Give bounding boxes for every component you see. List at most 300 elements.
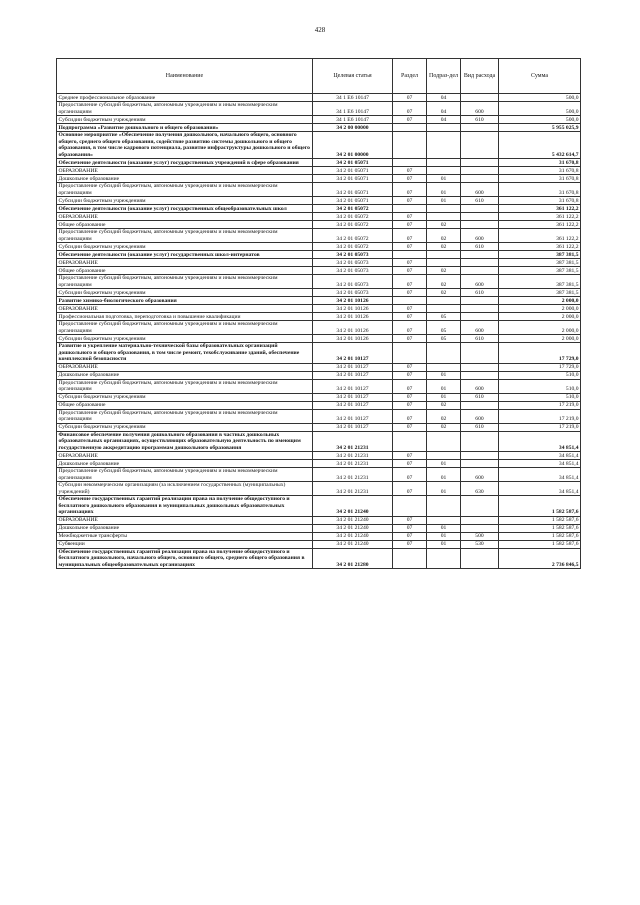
cell-subsection: 04	[427, 94, 461, 102]
cell-name: Подпрограмма «Развитие дошкольного и общего образования»	[57, 124, 313, 132]
cell-amount: 387 381,5	[499, 267, 581, 275]
cell-amount: 34 851,4	[499, 482, 581, 496]
cell-target-article: 34 2 01 21231	[313, 431, 393, 452]
cell-expense-type: 600	[461, 102, 499, 116]
cell-name: Субсидии некоммерческим организациям (за исключением государственных (муниципальных) учреждений)	[57, 482, 313, 496]
cell-amount: 500,0	[499, 116, 581, 124]
cell-target-article: 34 2 01 10127	[313, 371, 393, 379]
cell-amount: 510,0	[499, 393, 581, 401]
cell-target-article: 34 2 01 05073	[313, 267, 393, 275]
header-expense-type: Вид расхода	[461, 59, 499, 94]
cell-amount: 1 582 587,6	[499, 496, 581, 517]
cell-subsection: 01	[427, 379, 461, 393]
cell-amount: 31 670,8	[499, 167, 581, 175]
cell-subsection: 02	[427, 409, 461, 423]
cell-name: Субсидии бюджетным учреждениям	[57, 289, 313, 297]
cell-name: Обеспечение государственных гарантий реализации права на получение общедоступного и бесплатного дошкольного образования в муниципальных дошкольных образовательных организациях	[57, 496, 313, 517]
cell-name: Субсидии бюджетным учреждениям	[57, 393, 313, 401]
header-amount: Сумма	[499, 59, 581, 94]
cell-target-article: 34 1 Е6 10147	[313, 94, 393, 102]
cell-target-article: 34 2 01 05071	[313, 183, 393, 197]
table-row	[57, 532, 581, 540]
table-row	[57, 297, 581, 305]
cell-amount: 387 381,5	[499, 259, 581, 267]
cell-expense-type	[461, 94, 499, 102]
cell-section: 07	[393, 175, 427, 183]
cell-target-article: 34 2 01 05072	[313, 213, 393, 221]
cell-target-article: 34 2 01 21240	[313, 540, 393, 548]
cell-section: 07	[393, 229, 427, 243]
table-row	[57, 482, 581, 496]
cell-expense-type	[461, 213, 499, 221]
cell-target-article: 34 2 01 05073	[313, 251, 393, 259]
cell-name: ОБРАЗОВАНИЕ	[57, 516, 313, 524]
cell-expense-type	[461, 259, 499, 267]
cell-section: 07	[393, 371, 427, 379]
cell-section: 07	[393, 393, 427, 401]
cell-section: 07	[393, 460, 427, 468]
cell-amount: 17 729,0	[499, 343, 581, 364]
cell-amount: 34 851,4	[499, 431, 581, 452]
cell-expense-type: 600	[461, 379, 499, 393]
cell-subsection	[427, 297, 461, 305]
cell-target-article: 34 2 01 21231	[313, 452, 393, 460]
table-row	[57, 275, 581, 289]
table-row	[57, 305, 581, 313]
cell-subsection: 02	[427, 423, 461, 431]
cell-subsection: 01	[427, 540, 461, 548]
cell-section: 07	[393, 243, 427, 251]
cell-expense-type	[461, 205, 499, 213]
cell-target-article: 34 2 01 05071	[313, 197, 393, 205]
cell-name: Субвенции	[57, 540, 313, 548]
cell-section: 07	[393, 524, 427, 532]
cell-subsection: 04	[427, 116, 461, 124]
cell-expense-type	[461, 159, 499, 167]
table-row	[57, 431, 581, 452]
cell-target-article: 34 2 01 05072	[313, 243, 393, 251]
cell-expense-type: 610	[461, 393, 499, 401]
cell-subsection: 02	[427, 229, 461, 243]
cell-section: 07	[393, 183, 427, 197]
cell-expense-type	[461, 124, 499, 132]
cell-name: ОБРАЗОВАНИЕ	[57, 167, 313, 175]
cell-amount: 2 000,0	[499, 305, 581, 313]
table-row	[57, 175, 581, 183]
cell-expense-type	[461, 313, 499, 321]
table-row	[57, 393, 581, 401]
cell-amount: 387 381,5	[499, 251, 581, 259]
cell-expense-type: 610	[461, 423, 499, 431]
cell-subsection: 01	[427, 532, 461, 540]
cell-expense-type	[461, 305, 499, 313]
cell-amount: 17 219,0	[499, 423, 581, 431]
cell-target-article: 34 2 01 05073	[313, 275, 393, 289]
cell-expense-type: 610	[461, 289, 499, 297]
cell-name: Общее образование	[57, 221, 313, 229]
cell-name: Предоставление субсидий бюджетным, автономным учреждениям и иным некоммерческим организациям	[57, 229, 313, 243]
header-subsection: Подраз-дел	[427, 59, 461, 94]
cell-expense-type	[461, 516, 499, 524]
cell-amount: 387 381,5	[499, 289, 581, 297]
cell-target-article: 34 2 01 05073	[313, 289, 393, 297]
cell-subsection: 05	[427, 313, 461, 321]
cell-expense-type	[461, 167, 499, 175]
cell-section: 07	[393, 305, 427, 313]
table-row	[57, 251, 581, 259]
cell-section: 07	[393, 452, 427, 460]
table-row	[57, 116, 581, 124]
cell-name: Предоставление субсидий бюджетным, автономным учреждениям и иным некоммерческим организациям	[57, 102, 313, 116]
cell-amount: 34 851,4	[499, 452, 581, 460]
cell-expense-type: 600	[461, 468, 499, 482]
cell-expense-type: 600	[461, 229, 499, 243]
header-section: Раздел	[393, 59, 427, 94]
table-row	[57, 423, 581, 431]
cell-section	[393, 343, 427, 364]
cell-amount: 31 670,8	[499, 175, 581, 183]
cell-subsection: 01	[427, 175, 461, 183]
table-row	[57, 540, 581, 548]
cell-name: Дошкольное образование	[57, 460, 313, 468]
cell-section: 07	[393, 221, 427, 229]
table-row	[57, 343, 581, 364]
cell-target-article: 34 2 01 05071	[313, 167, 393, 175]
cell-expense-type	[461, 343, 499, 364]
table-row	[57, 159, 581, 167]
cell-subsection: 01	[427, 482, 461, 496]
cell-amount: 2 736 846,5	[499, 548, 581, 569]
cell-section: 07	[393, 409, 427, 423]
table-body	[57, 94, 581, 569]
cell-target-article: 34 2 01 05073	[313, 259, 393, 267]
cell-name: Общее образование	[57, 267, 313, 275]
cell-name: ОБРАЗОВАНИЕ	[57, 259, 313, 267]
cell-subsection: 02	[427, 401, 461, 409]
cell-amount: 31 670,8	[499, 159, 581, 167]
table-row	[57, 267, 581, 275]
cell-amount: 361 122,2	[499, 221, 581, 229]
cell-amount: 1 582 587,6	[499, 516, 581, 524]
cell-amount: 17 219,0	[499, 409, 581, 423]
cell-target-article: 34 2 01 21231	[313, 468, 393, 482]
cell-name: Развитие и укрепление материально-технической базы образовательных организаций дошкольного и общего образования, в том числе ремонт, техобслуживание зданий, обеспечение комплексной безопасности	[57, 343, 313, 364]
cell-subsection	[427, 167, 461, 175]
table-row	[57, 221, 581, 229]
cell-expense-type: 610	[461, 197, 499, 205]
cell-name: Общее образование	[57, 401, 313, 409]
cell-subsection: 01	[427, 371, 461, 379]
table-header	[57, 59, 581, 94]
cell-expense-type: 530	[461, 540, 499, 548]
cell-name: ОБРАЗОВАНИЕ	[57, 305, 313, 313]
cell-section	[393, 124, 427, 132]
cell-amount: 500,0	[499, 94, 581, 102]
table-row	[57, 167, 581, 175]
cell-name: Предоставление субсидий бюджетным, автономным учреждениям и иным некоммерческим организациям	[57, 468, 313, 482]
cell-section: 07	[393, 275, 427, 289]
cell-amount: 387 381,5	[499, 275, 581, 289]
cell-subsection	[427, 496, 461, 517]
cell-amount: 2 000,0	[499, 297, 581, 305]
cell-subsection: 02	[427, 289, 461, 297]
cell-section: 07	[393, 102, 427, 116]
cell-expense-type: 600	[461, 409, 499, 423]
cell-section: 07	[393, 423, 427, 431]
table-row	[57, 460, 581, 468]
cell-section	[393, 431, 427, 452]
cell-name: Развитие химико-биологического образования	[57, 297, 313, 305]
cell-section: 07	[393, 167, 427, 175]
cell-amount: 5 432 614,7	[499, 132, 581, 159]
cell-target-article: 34 2 01 05072	[313, 229, 393, 243]
cell-name: Субсидии бюджетным учреждениям	[57, 197, 313, 205]
cell-target-article: 34 2 01 21231	[313, 482, 393, 496]
cell-expense-type	[461, 548, 499, 569]
cell-subsection	[427, 159, 461, 167]
header-target-article: Целевая статья	[313, 59, 393, 94]
table-row	[57, 468, 581, 482]
budget-table	[56, 58, 581, 569]
cell-name: Обеспечение деятельности (оказание услуг) государственных учреждений в сфере образования	[57, 159, 313, 167]
cell-expense-type	[461, 221, 499, 229]
cell-name: Обеспечение государственных гарантий реализации права на получение общедоступного и бесплатного дошкольного, начального общего, основного общего, среднего общего образования в муниципальных общеобразовательных организациях	[57, 548, 313, 569]
cell-section: 07	[393, 468, 427, 482]
cell-subsection: 02	[427, 221, 461, 229]
table-row	[57, 524, 581, 532]
cell-target-article: 34 2 01 10126	[313, 335, 393, 343]
cell-name: ОБРАЗОВАНИЕ	[57, 452, 313, 460]
cell-target-article: 34 2 01 21240	[313, 532, 393, 540]
cell-amount: 17 729,0	[499, 363, 581, 371]
cell-section: 07	[393, 213, 427, 221]
cell-target-article: 34 2 01 05071	[313, 175, 393, 183]
cell-amount: 510,0	[499, 379, 581, 393]
cell-expense-type	[461, 251, 499, 259]
cell-section: 07	[393, 516, 427, 524]
cell-subsection	[427, 124, 461, 132]
cell-name: Межбюджетные трансферты	[57, 532, 313, 540]
cell-target-article: 34 2 01 05072	[313, 221, 393, 229]
cell-target-article: 34 1 Е6 10147	[313, 102, 393, 116]
cell-target-article: 34 2 01 10127	[313, 363, 393, 371]
cell-subsection: 01	[427, 460, 461, 468]
table-row	[57, 371, 581, 379]
table-row	[57, 229, 581, 243]
cell-subsection: 02	[427, 275, 461, 289]
cell-amount: 2 000,0	[499, 335, 581, 343]
cell-subsection	[427, 259, 461, 267]
cell-amount: 31 670,8	[499, 183, 581, 197]
table-row	[57, 197, 581, 205]
cell-expense-type	[461, 431, 499, 452]
cell-section: 07	[393, 379, 427, 393]
cell-subsection: 05	[427, 335, 461, 343]
cell-expense-type	[461, 175, 499, 183]
cell-name: Субсидии бюджетным учреждениям	[57, 335, 313, 343]
cell-expense-type	[461, 363, 499, 371]
cell-section	[393, 132, 427, 159]
cell-amount: 1 582 587,6	[499, 524, 581, 532]
cell-amount: 17 219,0	[499, 401, 581, 409]
table-row	[57, 102, 581, 116]
cell-expense-type	[461, 452, 499, 460]
cell-subsection	[427, 213, 461, 221]
header-name: Наименование	[57, 59, 313, 94]
cell-name: Предоставление субсидий бюджетным, автономным учреждениям и иным некоммерческим организациям	[57, 379, 313, 393]
table-row	[57, 401, 581, 409]
cell-expense-type: 600	[461, 321, 499, 335]
cell-name: Обеспечение деятельности (оказание услуг) государственных школ-интернатов	[57, 251, 313, 259]
cell-section: 07	[393, 335, 427, 343]
cell-amount: 1 582 587,6	[499, 532, 581, 540]
cell-subsection	[427, 363, 461, 371]
cell-subsection: 04	[427, 102, 461, 116]
cell-subsection	[427, 305, 461, 313]
cell-section: 07	[393, 94, 427, 102]
cell-target-article: 34 2 01 10127	[313, 393, 393, 401]
cell-section: 07	[393, 482, 427, 496]
cell-expense-type: 500	[461, 532, 499, 540]
cell-subsection: 01	[427, 468, 461, 482]
cell-section: 07	[393, 401, 427, 409]
cell-name: Финансовое обеспечение получения дошкольного образования в частных дошкольных образовательных организациях, осуществляющих образовательную деятельность по имеющим государственную аккредитацию программам дошкольного образования	[57, 431, 313, 452]
table-row	[57, 313, 581, 321]
cell-target-article: 34 2 01 21240	[313, 524, 393, 532]
cell-subsection: 01	[427, 197, 461, 205]
table-row	[57, 363, 581, 371]
cell-name: Дошкольное образование	[57, 371, 313, 379]
cell-name: Обеспечение деятельности (оказание услуг) государственных общеобразовательных школ	[57, 205, 313, 213]
cell-subsection	[427, 205, 461, 213]
cell-target-article: 34 2 01 21240	[313, 516, 393, 524]
cell-subsection: 02	[427, 267, 461, 275]
cell-section	[393, 159, 427, 167]
cell-subsection	[427, 343, 461, 364]
cell-amount: 2 000,0	[499, 313, 581, 321]
cell-section	[393, 548, 427, 569]
cell-expense-type	[461, 371, 499, 379]
cell-name: Предоставление субсидий бюджетным, автономным учреждениям и иным некоммерческим организациям	[57, 183, 313, 197]
cell-name: Предоставление субсидий бюджетным, автономным учреждениям и иным некоммерческим организациям	[57, 409, 313, 423]
cell-name: ОБРАЗОВАНИЕ	[57, 213, 313, 221]
cell-target-article: 34 2 01 10127	[313, 379, 393, 393]
cell-expense-type	[461, 401, 499, 409]
cell-amount: 2 000,0	[499, 321, 581, 335]
cell-subsection	[427, 132, 461, 159]
cell-amount: 1 582 587,6	[499, 540, 581, 548]
cell-section: 07	[393, 289, 427, 297]
cell-name: Субсидии бюджетным учреждениям	[57, 116, 313, 124]
table-row	[57, 452, 581, 460]
cell-subsection	[427, 452, 461, 460]
cell-section	[393, 496, 427, 517]
cell-expense-type: 610	[461, 116, 499, 124]
cell-expense-type	[461, 460, 499, 468]
cell-target-article: 34 2 01 21280	[313, 548, 393, 569]
cell-amount: 361 122,2	[499, 213, 581, 221]
table-row	[57, 496, 581, 517]
table-row	[57, 379, 581, 393]
table-row	[57, 124, 581, 132]
cell-name: ОБРАЗОВАНИЕ	[57, 363, 313, 371]
cell-subsection: 01	[427, 183, 461, 197]
cell-expense-type: 600	[461, 183, 499, 197]
cell-amount: 510,0	[499, 371, 581, 379]
cell-amount: 500,0	[499, 102, 581, 116]
cell-name: Дошкольное образование	[57, 524, 313, 532]
cell-subsection: 01	[427, 393, 461, 401]
table-row	[57, 321, 581, 335]
cell-amount: 34 851,4	[499, 468, 581, 482]
cell-section: 07	[393, 116, 427, 124]
table-row	[57, 409, 581, 423]
cell-amount: 31 670,8	[499, 197, 581, 205]
cell-expense-type	[461, 132, 499, 159]
cell-expense-type	[461, 524, 499, 532]
cell-target-article: 34 2 01 10126	[313, 313, 393, 321]
table-row	[57, 94, 581, 102]
table-row	[57, 335, 581, 343]
cell-target-article: 34 1 Е6 10147	[313, 116, 393, 124]
table-row	[57, 243, 581, 251]
cell-expense-type: 610	[461, 243, 499, 251]
cell-name: Субсидии бюджетным учреждениям	[57, 243, 313, 251]
cell-amount: 361 122,2	[499, 205, 581, 213]
table-row	[57, 205, 581, 213]
cell-target-article: 34 2 01 10127	[313, 423, 393, 431]
cell-target-article: 34 2 01 10127	[313, 409, 393, 423]
cell-section	[393, 251, 427, 259]
cell-expense-type	[461, 267, 499, 275]
cell-name: Предоставление субсидий бюджетным, автономным учреждениям и иным некоммерческим организациям	[57, 321, 313, 335]
table-row	[57, 132, 581, 159]
cell-subsection	[427, 516, 461, 524]
cell-section: 07	[393, 313, 427, 321]
table-row	[57, 259, 581, 267]
cell-expense-type	[461, 496, 499, 517]
cell-target-article: 34 2 01 05071	[313, 159, 393, 167]
cell-target-article: 34 2 01 05072	[313, 205, 393, 213]
cell-target-article: 34 2 01 10126	[313, 321, 393, 335]
cell-name: Дошкольное образование	[57, 175, 313, 183]
cell-target-article: 34 2 01 10126	[313, 305, 393, 313]
cell-section: 07	[393, 363, 427, 371]
cell-name: Субсидии бюджетным учреждениям	[57, 423, 313, 431]
table-row	[57, 289, 581, 297]
table-row	[57, 183, 581, 197]
cell-name: Профессиональная подготовка, переподготовка и повышение квалификации	[57, 313, 313, 321]
table-row	[57, 213, 581, 221]
cell-subsection	[427, 431, 461, 452]
cell-expense-type: 600	[461, 275, 499, 289]
cell-section: 07	[393, 532, 427, 540]
page-number: 428	[314, 26, 326, 34]
cell-section: 07	[393, 267, 427, 275]
cell-subsection	[427, 548, 461, 569]
cell-target-article: 34 2 01 10127	[313, 401, 393, 409]
cell-target-article: 34 2 01 21240	[313, 496, 393, 517]
cell-section: 07	[393, 259, 427, 267]
cell-target-article: 34 2 01 21231	[313, 460, 393, 468]
table-row	[57, 516, 581, 524]
cell-name: Предоставление субсидий бюджетным, автономным учреждениям и иным некоммерческим организациям	[57, 275, 313, 289]
cell-subsection	[427, 251, 461, 259]
cell-subsection: 01	[427, 524, 461, 532]
cell-amount: 361 122,2	[499, 229, 581, 243]
cell-name: Среднее профессиональное образование	[57, 94, 313, 102]
cell-expense-type: 610	[461, 335, 499, 343]
